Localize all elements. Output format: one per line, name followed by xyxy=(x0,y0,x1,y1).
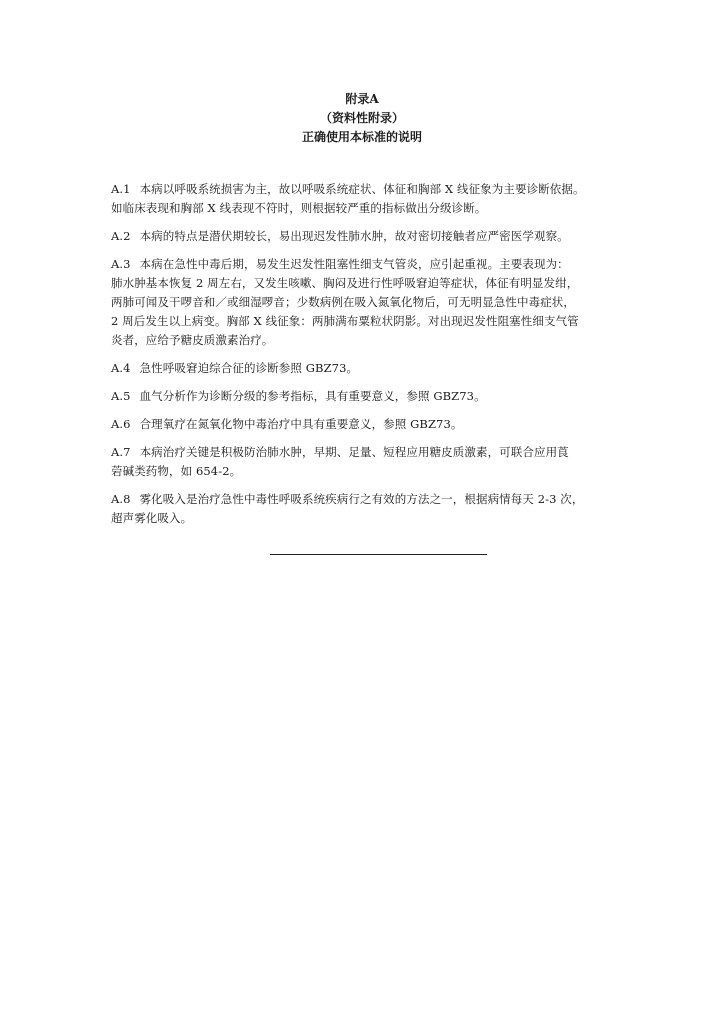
appendix-header xyxy=(0,90,724,147)
clause-a6 xyxy=(111,415,619,434)
clause-number: A.8 xyxy=(111,492,131,506)
clause-text-line: 2 周后发生以上病变。胸部 X 线征象：两肺满布粟粒状阴影。对出现迟发性阻塞性细支气管 xyxy=(111,314,579,328)
clause-a5 xyxy=(111,387,619,406)
clause-number: A.3 xyxy=(111,257,131,271)
clause-text-line: 本病治疗关键是积极防治肺水肿，早期、足量、短程应用糖皮质激素，可联合应用莨 xyxy=(139,445,569,459)
clause-number: A.5 xyxy=(111,389,131,403)
clause-text-line: 急性呼吸窘迫综合征的诊断参照 GBZ73。 xyxy=(139,361,359,375)
appendix-title: 正确使用本标准的说明 xyxy=(301,130,422,144)
clause-number: A.6 xyxy=(111,417,131,431)
clause-text-line: 本病的特点是潜伏期较长，易出现迟发性肺水肿，故对密切接触者应严密医学观察。 xyxy=(139,229,569,243)
clause-text-line: 如临床表现和胸部 X 线表现不符时，则根据较严重的指标做出分级诊断。 xyxy=(111,201,487,215)
clause-a4 xyxy=(111,359,619,378)
clause-a3 xyxy=(111,255,619,350)
clause-number: A.4 xyxy=(111,361,131,375)
clause-text-line: 血气分析作为诊断分级的参考指标，具有重要意义，参照 GBZ73。 xyxy=(139,389,486,403)
clause-number: A.7 xyxy=(111,445,131,459)
clause-text-line: 肺水肿基本恢复 2 周左右，又发生咳嗽、胸闷及进行性呼吸窘迫等症状，体征有明显发绀， xyxy=(111,276,579,290)
clause-text-line: 本病在急性中毒后期，易发生迟发性阻塞性细支气管炎，应引起重视。主要表现为： xyxy=(139,257,569,271)
clause-a1 xyxy=(111,180,619,218)
clause-text-line: 合理氧疗在氮氧化物中毒治疗中具有重要意义，参照 GBZ73。 xyxy=(139,417,463,431)
appendix-type: （资料性附录） xyxy=(319,111,404,125)
clause-a8 xyxy=(111,490,619,528)
clause-text-line: 超声雾化吸入。 xyxy=(111,511,193,525)
clause-number: A.2 xyxy=(111,229,131,243)
clause-a2 xyxy=(111,227,619,246)
appendix-body xyxy=(111,180,619,537)
clause-text-line: 两肺可闻及干啰音和／或细湿啰音；少数病例在吸入氮氧化物后，可无明显急性中毒症状， xyxy=(111,295,575,309)
clause-text-line: 炎者，应给予糖皮质激素治疗。 xyxy=(111,333,274,347)
clause-text-line: 雾化吸入是治疗急性中毒性呼吸系统疾病行之有效的方法之一，根据病情每天 2-3 次， xyxy=(139,492,584,506)
clause-text-line: 本病以呼吸系统损害为主，故以呼吸系统症状、体征和胸部 X 线征象为主要诊断依据。 xyxy=(139,182,585,196)
clause-number: A.1 xyxy=(111,182,131,196)
clause-text-line: 菪碱类药物，如 654-2。 xyxy=(111,464,242,478)
end-rule xyxy=(270,554,487,555)
clause-a7 xyxy=(111,443,619,481)
appendix-label: 附录A xyxy=(345,92,379,106)
